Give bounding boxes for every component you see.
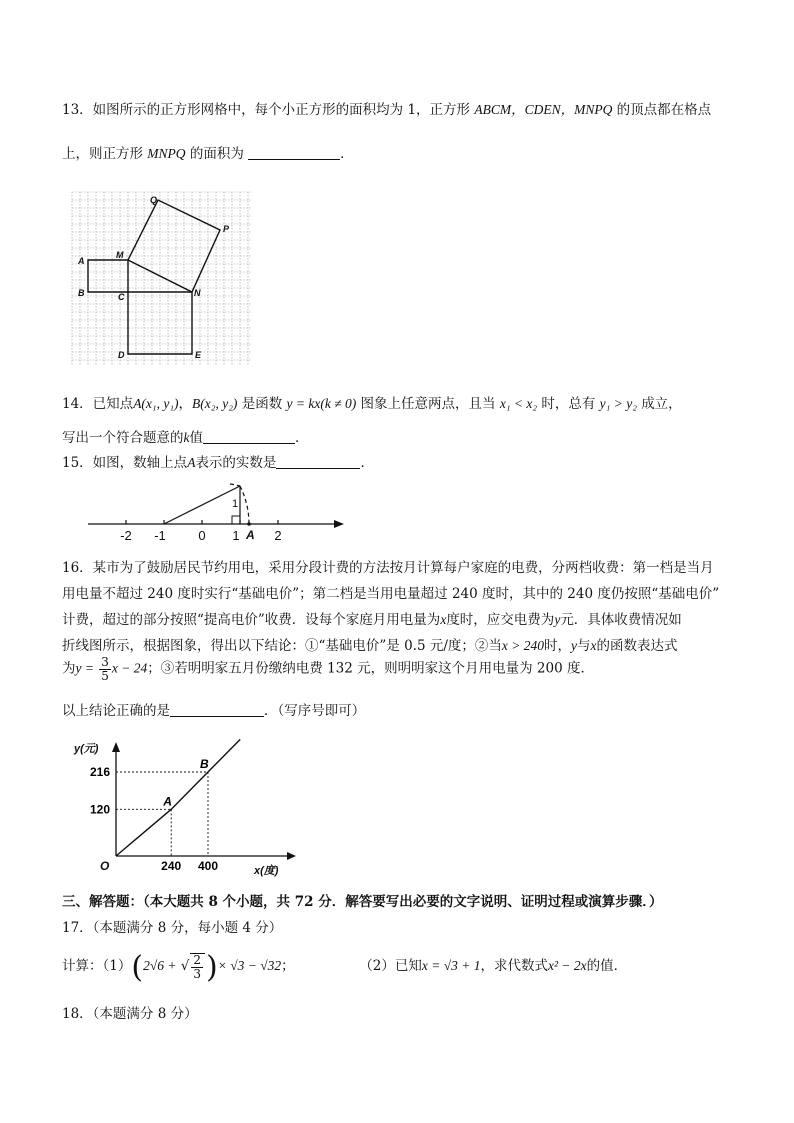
q16-text1: 16．某市为了鼓励居民节约用电，采用分段计费的方法按月计算每户家庭的电费，分两档收费：第一档是当月 bbox=[62, 560, 714, 576]
q16-line2 bbox=[62, 582, 719, 602]
label-d: D bbox=[118, 350, 125, 360]
q13-text2-tail: 的面积为 bbox=[189, 146, 244, 162]
q17-sqrt-icon: √ bbox=[180, 958, 190, 974]
q15-line bbox=[62, 451, 374, 471]
q18-header bbox=[62, 1002, 198, 1022]
q16-y: y bbox=[554, 612, 561, 627]
tick-neg1: -1 bbox=[154, 528, 166, 543]
q16-line3 bbox=[62, 608, 682, 628]
q14-mid: 是函数 bbox=[241, 396, 283, 412]
q17-p1-a: 2√6 + bbox=[143, 958, 177, 973]
q16-text3c: 元．具体收费情况如 bbox=[560, 612, 682, 628]
q16-frac-den: 5 bbox=[101, 668, 109, 683]
compass-arc bbox=[240, 486, 249, 524]
q13-line1 bbox=[62, 98, 711, 118]
q14-end: ． bbox=[295, 430, 309, 446]
tick-0: 0 bbox=[198, 528, 206, 543]
q17-p2-end: 的值． bbox=[586, 958, 628, 974]
q17-p1-b: × √3 − √32 bbox=[217, 958, 282, 973]
point-label-a: A bbox=[163, 794, 172, 809]
tick-2: 2 bbox=[274, 528, 282, 543]
point-a-label: A bbox=[246, 528, 255, 542]
tick-neg2: -2 bbox=[120, 528, 132, 543]
label-c: C bbox=[118, 292, 125, 302]
q16-line1 bbox=[62, 556, 714, 576]
q14-point-b: B(x₂, y₂) bbox=[192, 396, 238, 411]
q14-function: y = kx(k ≠ 0) bbox=[286, 396, 357, 411]
q14-mid2: 图象上任意两点，且当 bbox=[360, 396, 496, 412]
label-n: N bbox=[194, 288, 201, 298]
q17-right-paren: ) bbox=[206, 950, 218, 985]
point-a-dot bbox=[247, 522, 251, 526]
q16-text2: 用电量不超过 240 度时实行“基础电价”；第二档是当用电量超过 240 度时，其中的 240 度仍按照“基础电价” bbox=[62, 586, 720, 602]
height-label: 1 bbox=[232, 498, 239, 510]
q14-k: k bbox=[183, 430, 190, 445]
q16-text6a: 以上结论正确的是 bbox=[62, 703, 170, 719]
q15-text: 15．如图，数轴上点 bbox=[62, 455, 188, 471]
y-tick-120: 120 bbox=[89, 802, 110, 817]
label-q: Q bbox=[150, 195, 158, 205]
q14-answer-blank[interactable] bbox=[203, 429, 295, 444]
q14-point-a: A(x₁, y₁) bbox=[133, 396, 179, 411]
q14-comma: ， bbox=[178, 396, 193, 412]
series-line bbox=[116, 739, 240, 856]
q17-sqrt-fraction bbox=[190, 953, 205, 980]
q16-text4d: 与 bbox=[577, 638, 591, 654]
q16-text5a: 为 bbox=[62, 660, 76, 677]
q14-prefix: 14．已知点 bbox=[62, 396, 134, 412]
y-axis-arrow-icon bbox=[112, 742, 120, 752]
q16-answer-blank[interactable] bbox=[170, 702, 264, 717]
section3-text: 三、解答题：（本大题共 8 个小题，共 72 分．解答要写出必要的文字说明、证明过程或演算步骤．） bbox=[62, 894, 663, 910]
axis-arrow-icon bbox=[334, 520, 344, 528]
q14-mid3: 时，总有 bbox=[541, 396, 596, 412]
q14-line1 bbox=[62, 392, 682, 412]
q16-text4b: 时， bbox=[544, 638, 572, 654]
q16-line5 bbox=[62, 656, 594, 682]
label-m: M bbox=[116, 250, 124, 260]
q16-text5b: ；③若明明家五月份缴纳电费 132 元，则明明家这个月用电量为 200 度． bbox=[147, 660, 594, 677]
q16-electricity-chart bbox=[68, 728, 298, 878]
q13-answer-blank[interactable] bbox=[248, 145, 340, 160]
q17-frac-den: 3 bbox=[193, 966, 202, 981]
q17-frac-num: 2 bbox=[193, 952, 202, 967]
x-axis-arrow-icon bbox=[287, 852, 296, 860]
q14-line2a: 写出一个符合题意的 bbox=[62, 430, 184, 446]
q17-header-text: 17．（本题满分 8 分，每小题 4 分） bbox=[62, 920, 283, 936]
q13-end: ． bbox=[340, 146, 354, 162]
q13-text-tail: 的顶点都在格点 bbox=[616, 102, 712, 118]
y-axis-label: y(元) bbox=[74, 743, 99, 755]
q17-p1-prefix: 计算：（1） bbox=[62, 958, 132, 974]
q17-p2-x: x = √3 + 1 bbox=[421, 958, 481, 973]
y-tick-216: 216 bbox=[89, 765, 110, 779]
q17-left-paren: ( bbox=[131, 950, 144, 985]
square-abcm bbox=[88, 260, 128, 292]
x-tick-400: 400 bbox=[197, 859, 219, 873]
q14-condition2: y₁ > y₂ bbox=[599, 396, 637, 411]
right-angle-mark bbox=[232, 516, 240, 524]
q13-text: 13．如图所示的正方形网格中，每个小正方形的面积均为 1，正方形 bbox=[62, 102, 471, 118]
x-axis-label: x(度) bbox=[254, 865, 279, 877]
q14-line2 bbox=[62, 426, 309, 446]
tick-1: 1 bbox=[232, 528, 240, 543]
label-b: B bbox=[78, 288, 85, 298]
label-e: E bbox=[195, 350, 202, 360]
q16-x2: x bbox=[590, 638, 597, 653]
q13-line2 bbox=[62, 142, 354, 162]
q16-line6 bbox=[62, 699, 365, 719]
q17-p2-prefix: （2）已知 bbox=[359, 958, 422, 974]
q16-x: x bbox=[440, 612, 447, 627]
q16-formula-lhs: y = bbox=[75, 660, 94, 676]
q17-p1-end: ； bbox=[281, 958, 295, 974]
point-label-b: B bbox=[200, 757, 209, 771]
q16-fraction bbox=[99, 656, 111, 682]
q15-end: ． bbox=[360, 455, 374, 471]
q16-text3a: 计费，超过的部分按照“提高电价”收费．设每个家庭月用电量为 bbox=[62, 612, 441, 628]
q14-tail: 成立， bbox=[641, 396, 682, 412]
square-mnpq bbox=[128, 200, 220, 292]
origin-label: O bbox=[100, 859, 110, 873]
q16-text6b: ．（写序号即可） bbox=[264, 703, 366, 719]
q16-cond: x > 240 bbox=[501, 638, 545, 653]
q15-text2: 表示的实数是 bbox=[195, 455, 277, 471]
q16-text4f: 的函数表达式 bbox=[596, 638, 678, 654]
q17-header bbox=[62, 916, 282, 936]
q17-p2-expr: x² − 2x bbox=[547, 958, 587, 973]
x-tick-240: 240 bbox=[161, 859, 182, 873]
q16-line4 bbox=[62, 634, 678, 654]
q16-text3b: 度时，应交电费为 bbox=[446, 612, 555, 628]
q14-condition: x₁ < x₂ bbox=[499, 396, 538, 411]
q16-y2: y bbox=[571, 638, 578, 653]
q17-problems bbox=[62, 950, 627, 985]
q17-p2-mid: ，求代数式 bbox=[480, 958, 548, 974]
label-p: P bbox=[223, 224, 230, 234]
q15-number-line bbox=[80, 476, 350, 546]
q13-squares: ABCM，CDEN，MNPQ bbox=[474, 102, 613, 117]
q16-formula-rhs: x − 24 bbox=[111, 660, 148, 676]
q13-text2: 上，则正方形 bbox=[62, 146, 143, 162]
q13-square-name: MNPQ bbox=[147, 146, 186, 161]
hypotenuse-line bbox=[164, 486, 240, 524]
section3-heading bbox=[62, 890, 662, 910]
q15-answer-blank[interactable] bbox=[276, 454, 360, 469]
q16-frac-num: 3 bbox=[101, 655, 109, 669]
q16-text4a: 折线图所示，根据图象，得出以下结论：①“基础电价”是 0.5 元/度；②当 bbox=[62, 638, 502, 654]
q13-grid-figure bbox=[70, 190, 256, 368]
q14-line2b: 值 bbox=[189, 430, 203, 446]
label-a: A bbox=[78, 256, 85, 266]
q18-header-text: 18．（本题满分 8 分） bbox=[62, 1006, 198, 1022]
q15-point-a: A bbox=[187, 455, 196, 470]
